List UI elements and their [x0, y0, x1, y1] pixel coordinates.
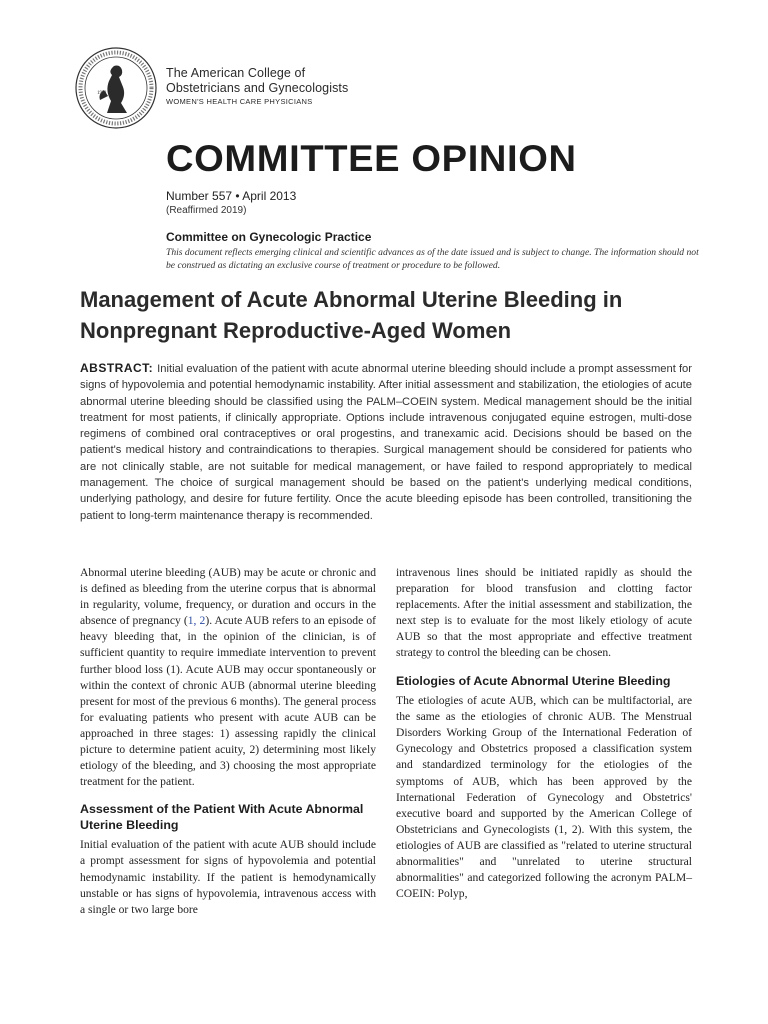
section-heading-etiologies: Etiologies of Acute Abnormal Uterine Bleeding — [396, 673, 671, 688]
body-column-right — [396, 565, 692, 902]
committee-name: Committee on Gynecologic Practice — [166, 230, 372, 244]
abstract-text: Initial evaluation of the patient with acute abnormal uterine bleeding should include a prompt assessment for signs of hypovolemia and potential hemodynamic instability. After initial assessment and stabilization, the etiologies of acute abnormal uterine bleeding should be classified using the PALM–COEIN system. Medical management should be the initial treatment for most patients, if clinically appropriate. Options include intravenous conjugated equine estrogen, multi-dose regimens of combined oral contraceptives or oral progestins, and tranexamic acid. Decisions should be based on the patient's medical history and contraindications to therapies. Surgical management should be considered for patients who are not clinically stable, are not suitable for medical management, or have failed to respond appropriately to medical management. The choice of surgical management should be based on the patient's underlying medical conditions, underlying pathology, and desire for future fertility. Once the acute bleeding episode has been controlled, transitioning the patient to long-term maintenance therapy is recommended. — [80, 363, 693, 522]
body-text: Abnormal uterine bleeding (AUB) may be acute or chronic and is defined as bleeding from the uterine corpus that is abnormal in regularity, volume, frequency, or duration and occurs in the absence of pregnancy ( — [80, 566, 376, 628]
body-paragraph-intro — [80, 565, 376, 790]
reaffirmed-note: (Reaffirmed 2019) — [166, 205, 247, 216]
svg-text:1951: 1951 — [97, 91, 107, 96]
section-heading-assessment: Assessment of the Patient With Acute Abnormal Uterine Bleeding — [80, 802, 364, 832]
organization-name-line1: The American College of — [166, 66, 306, 80]
article-title: Management of Acute Abnormal Uterine Bleeding in Nonpregnant Reproductive-Aged Women — [80, 287, 623, 343]
acog-seal-icon — [74, 46, 158, 130]
abstract-label: ABSTRACT: — [80, 361, 154, 375]
abstract — [80, 360, 692, 524]
body-text: ). Acute AUB refers to an episode of heavy bleeding that, in the opinion of the clinician, is of sufficient quantity to require immediate intervention to prevent further blood loss (1). Acute AUB may occur spontaneously or within the context of chronic AUB (abnormal uterine bleeding present for most of the previous 6 months). The general process for evaluating patients who present with acute AUB can be approached in three stages: 1) assessing rapidly the clinical picture to determine patient acuity, 2) determining most likely etiology of the bleeding, and 3) choosing the most appropriate treatment for the patient. — [80, 614, 376, 789]
organization-tagline: WOMEN'S HEALTH CARE PHYSICIANS — [166, 97, 313, 106]
body-paragraph-etiologies: The etiologies of acute AUB, which can be multifactorial, are the same as the etiologies of chronic AUB. The Menstrual Disorders Working Group of the International Federation of Gynecology and Obstetrics proposed a classification system and standardized terminology for the etiologies of the symptoms of AUB, which has been approved by the International Federation of Gynecology and Obstetrics' executive board and supported by the American College of Obstetricians and Gynecologists (1, 2). With this system, the etiologies of AUB are classified as "related to uterine structural abnormalities" and "unrelated to uterine structural abnormalities" and categorized following the acronym PALM–COEIN: Polyp, — [396, 694, 692, 901]
body-paragraph-assessment-continued: intravenous lines should be initiated rapidly as should the preparation for blood transfusion and clotting factor replacements. After the initial assessment and stabilization, the next step is to evaluate for the most likely etiology of acute AUB so that the most appropriate and effective treatment strategy to control the bleeding can be chosen. — [396, 566, 692, 660]
organization-block — [166, 66, 348, 106]
document-meta — [166, 189, 706, 272]
body-column-left — [80, 565, 376, 918]
body-paragraph-assessment: Initial evaluation of the patient with acute AUB should include a prompt assessment for signs of hypovolemia and potential hemodynamic instability. If the patient is hemodynamically unstable or has signs of hypovolemia, intravenous access with a single or two large bore — [80, 838, 376, 916]
organization-name-line2: Obstetricians and Gynecologists — [166, 81, 349, 95]
document-number-date: Number 557 • April 2013 — [166, 189, 297, 203]
document-type-heading: COMMITTEE OPINION — [166, 138, 577, 179]
citation-link[interactable]: 1, 2 — [187, 614, 206, 628]
disclaimer-text: This document reflects emerging clinical and scientific advances as of the date issued and is subject to change. The information should not be construed as dictating an exclusive course of treatment or procedure to be followed. — [166, 247, 699, 271]
